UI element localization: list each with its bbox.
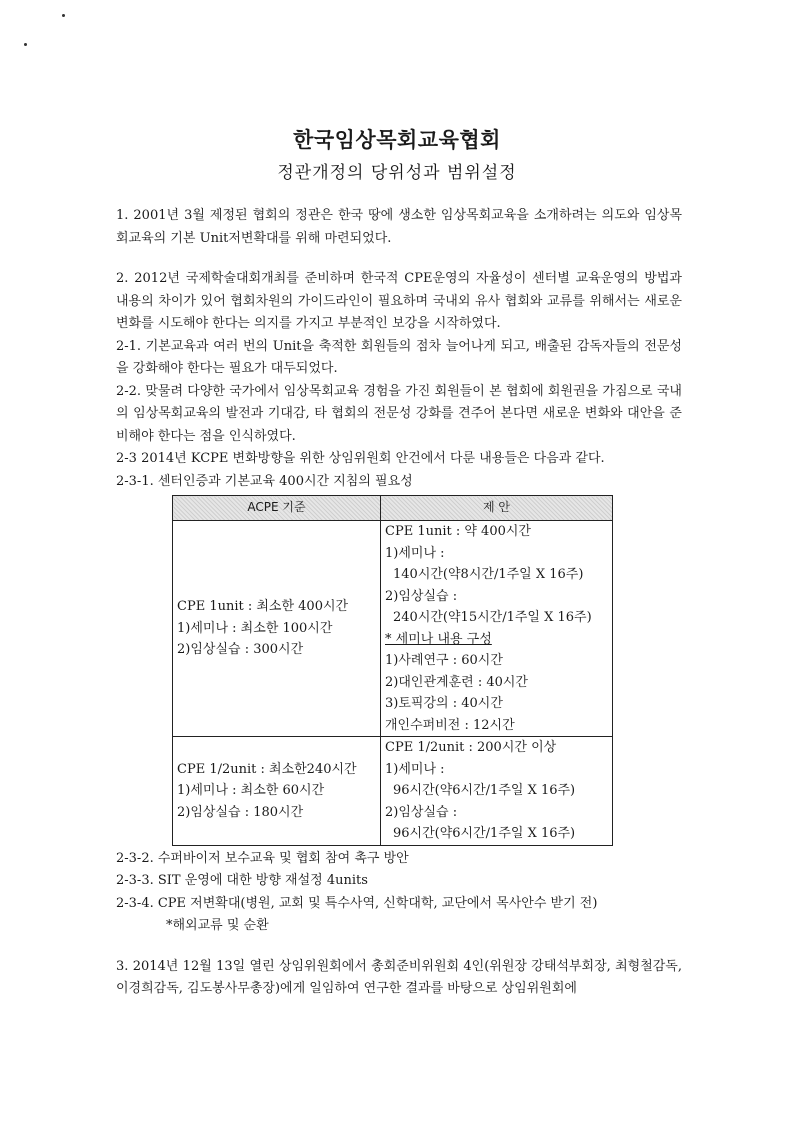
cell-line-underlined: * 세미나 내용 구성 [385, 631, 492, 647]
cell-line: CPE 1unit : 최소한 400시간 [177, 599, 349, 615]
section-2-3-3: 2-3-3. SIT 운영에 대한 방향 재설정 4units [116, 873, 368, 888]
section-2: 2. 2012년 국제학술대회개최를 준비하며 한국적 CPE운영의 자율성이 센터별 교육운영의 방법과 내용의 차이가 있어 협회차원의 가이드라인이 필요하며 국내외 유사 협회와 교류를 위해서는 새로운 변화를 시도해야 한다는 의지를 가지고 부분적인 보강을 시작하였다. [116, 271, 682, 331]
cell-line: 2)임상실습 : 300시간 [177, 642, 304, 658]
header-acpe-standard: ACPE 기준 [173, 496, 381, 521]
section-2-3-4: 2-3-4. CPE 저변확대(병원, 교회 및 특수사역, 신학대학, 교단에서 목사안수 받기 전) [116, 895, 598, 911]
section-2-2: 2-2. 맞물려 다양한 국가에서 임상목회교육 경험을 가진 회원들이 본 협회에 회원권을 가짐으로 국내의 임상목회교육의 발전과 기대감, 타 협회의 전문성 강화를 견주어 본다면 새로운 변화와 대안을 준비해야 한다는 점을 인식하였다. [116, 383, 682, 444]
cell-line: 96시간(약6시간/1주일 X 16주) [393, 783, 576, 798]
scan-speck [62, 14, 65, 17]
document-title: 한국임상목회교육협회 [293, 128, 501, 152]
cell-line: 1)세미나 : [385, 545, 445, 561]
cell-line: 1)사례연구 : 60시간 [385, 653, 503, 668]
cell-line: CPE 1/2unit : 200시간 이상 [385, 740, 557, 755]
cell-line: 2)임상실습 : [385, 588, 458, 604]
section-2-3-4-note: *해외교류 및 순환 [166, 918, 269, 933]
section-2-3: 2-3 2014년 KCPE 변화방향을 위한 상임위원회 안건에서 다룬 내용들은 다음과 같다. [116, 451, 605, 466]
cell-line: 1)세미나 : [385, 761, 445, 777]
table-header-row [173, 496, 613, 521]
cell-line: 140시간(약8시간/1주일 X 16주) [393, 567, 584, 582]
table-row [173, 737, 613, 846]
row1-right-cell [381, 521, 613, 737]
cell-line: 2)임상실습 : 180시간 [177, 804, 304, 820]
section-2-1: 2-1. 기본교육과 여러 번의 Unit을 축적한 회원들의 점차 늘어나게 되고, 배출된 감독자들의 전문성을 강화해야 한다는 필요가 대두되었다. [116, 338, 682, 376]
document-body [116, 205, 682, 1001]
cell-line: 3)토픽강의 : 40시간 [385, 696, 503, 711]
cell-line: 240시간(약15시간/1주일 X 16주) [393, 610, 592, 625]
cell-line: 2)대인관계훈련 : 40시간 [385, 674, 528, 690]
row2-left-cell [173, 737, 381, 846]
scan-speck [24, 43, 27, 46]
cell-line: CPE 1/2unit : 최소한240시간 [177, 761, 357, 777]
cell-line: 개인수퍼비전 : 12시간 [385, 717, 515, 733]
row1-left-cell [173, 521, 381, 737]
section-2-3-2: 2-3-2. 수퍼바이저 보수교육 및 협회 참여 촉구 방안 [116, 850, 409, 866]
section-1: 1. 2001년 3월 제정된 협회의 정관은 한국 땅에 생소한 임상목회교육을 소개하려는 의도와 임상목회교육의 기본 Unit저변확대를 위해 마련되었다. [116, 208, 682, 246]
cell-line: 1)세미나 : 최소한 100시간 [177, 620, 333, 636]
cell-line: 96시간(약6시간/1주일 X 16주) [393, 826, 576, 841]
section-2-3-1: 2-3-1. 센터인증과 기본교육 400시간 지침의 필요성 [116, 473, 413, 489]
table-row [173, 521, 613, 737]
cell-line: CPE 1unit : 약 400시간 [385, 524, 531, 539]
header-proposal: 제 안 [381, 496, 613, 521]
cell-line: 2)임상실습 : [385, 804, 458, 820]
section-3: 3. 2014년 12월 13일 열린 상임위원회에서 총회준비위원회 4인(위원장 강태석부회장, 최형철감독, 이경희감독, 김도봉사무총장)에게 일임하여 연구한 결과를 바탕으로 상임위원회에 [116, 958, 682, 996]
row2-right-cell [381, 737, 613, 846]
cell-line: 1)세미나 : 최소한 60시간 [177, 783, 325, 798]
cpe-comparison-table [172, 495, 613, 846]
document-subtitle: 정관개정의 당위성과 범위설정 [277, 163, 517, 183]
